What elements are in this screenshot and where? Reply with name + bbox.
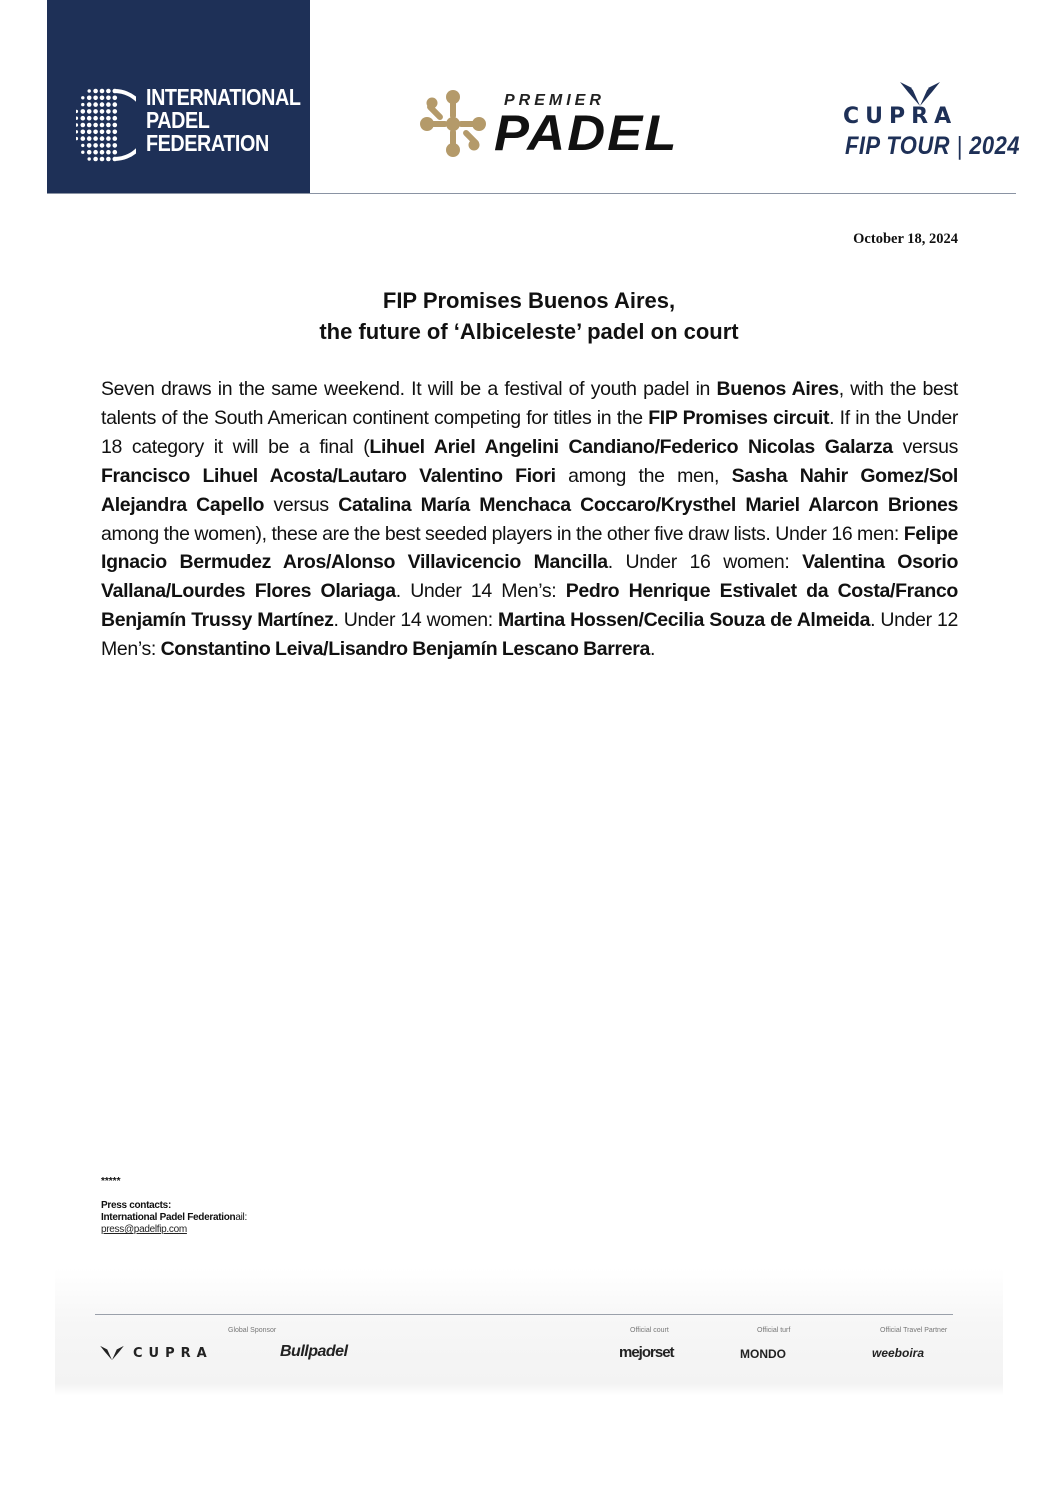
ipf-line-3: FEDERATION bbox=[146, 130, 269, 156]
body-emphasis: Valentina Osorio Vallana/Lourdes Flores Olariaga bbox=[101, 551, 959, 603]
header-divider bbox=[47, 193, 1016, 194]
tour-year: 2024 bbox=[969, 132, 1020, 160]
caption-travel-partner: Official Travel Partner bbox=[880, 1327, 948, 1334]
sponsor-weeboira-logo: weeboira bbox=[872, 1346, 925, 1360]
section-separator: ***** bbox=[101, 1176, 121, 1187]
press-org-suffix: ail: bbox=[235, 1212, 247, 1223]
body-text: . Under 14 women: bbox=[333, 609, 499, 632]
body-text: among the men, bbox=[555, 464, 732, 487]
body-text: versus bbox=[892, 435, 958, 458]
body-text: Seven draws in the same weekend. It will be a festival of youth padel in bbox=[101, 378, 717, 400]
sponsor-cupra-name: CUPRA bbox=[133, 1345, 213, 1361]
fip-tour-label: FIP TOUR | 2024 bbox=[845, 132, 1020, 160]
title-line-1: FIP Promises Buenos Aires, bbox=[382, 288, 676, 313]
cupra-emblem-icon bbox=[99, 1344, 125, 1362]
caption-global-sponsor: Global Sponsor bbox=[228, 1327, 277, 1334]
premier-label: PREMIER bbox=[504, 92, 605, 109]
body-text: . Under 14 Men’s: bbox=[395, 580, 566, 603]
body-text: . If in the Under 18 category it will be a final ( bbox=[101, 406, 958, 458]
cupra-fip-tour-logo bbox=[842, 78, 1020, 163]
body-emphasis: Francisco Lihuel Acosta/Lautaro Valentino Fiori bbox=[101, 464, 556, 487]
press-contacts bbox=[101, 1200, 247, 1236]
body-text: among the women), these are the best seeded players in the other five draw lists. Under 16 men: bbox=[101, 522, 904, 545]
title-line-2: the future of ‘Albiceleste’ padel on court bbox=[319, 319, 739, 344]
body-text: versus bbox=[264, 493, 339, 516]
caption-official-turf: Official turf bbox=[757, 1327, 791, 1334]
body-text: . Under 12 Men’s: bbox=[101, 609, 958, 661]
sponsor-footer bbox=[55, 1268, 1003, 1396]
padel-ball-dots-icon bbox=[76, 85, 136, 165]
ipf-wordmark bbox=[146, 86, 300, 155]
caption-official-court: Official court bbox=[630, 1327, 669, 1334]
body-emphasis: Martina Hossen/Cecilia Souza de Almeida bbox=[498, 609, 871, 632]
body-emphasis: Buenos Aires bbox=[716, 378, 839, 400]
body-emphasis: Lihuel Ariel Angelini Candiano/Federico Nicolas Galarza bbox=[369, 435, 893, 458]
press-org-line bbox=[101, 1212, 247, 1224]
article-body bbox=[101, 375, 958, 664]
ipf-logo bbox=[76, 84, 301, 165]
sponsor-bullpadel-logo: Bullpadel bbox=[280, 1343, 348, 1360]
body-text: . bbox=[650, 638, 656, 661]
footer-divider bbox=[95, 1314, 953, 1315]
tour-name: FIP TOUR bbox=[845, 132, 950, 160]
body-emphasis: Pedro Henrique Estivalet da Costa/Franco Benjamín Trussy Martínez bbox=[101, 580, 958, 632]
page-title bbox=[0, 285, 1058, 347]
sponsor-mejorset-logo: mejorset bbox=[619, 1344, 674, 1361]
press-release-date: October 18, 2024 bbox=[853, 231, 958, 247]
press-email-link[interactable]: press@padelfip.com bbox=[101, 1224, 187, 1235]
padel-label: PADEL bbox=[494, 105, 679, 161]
ipf-line-1: INTERNATIONAL bbox=[146, 84, 301, 110]
body-text: , with the best talents of the South American continent competing for titles in the bbox=[101, 378, 958, 429]
body-emphasis: FIP Promises circuit bbox=[648, 406, 830, 429]
ipf-line-2: PADEL bbox=[146, 107, 210, 133]
press-email-line bbox=[101, 1224, 247, 1236]
cupra-wordmark: CUPRA bbox=[843, 104, 958, 129]
press-org: International Padel Federation bbox=[101, 1212, 236, 1223]
press-heading: Press contacts: bbox=[101, 1200, 171, 1211]
sponsor-cupra-logo bbox=[99, 1344, 213, 1362]
padel-flower-icon bbox=[418, 88, 488, 160]
body-emphasis: Sasha Nahir Gomez/Sol Alejandra Capello bbox=[101, 464, 958, 516]
sponsor-mondo-logo: MONDO bbox=[740, 1347, 786, 1361]
body-emphasis: Felipe Ignacio Bermudez Aros/Alonso Villavicencio Mancilla bbox=[101, 522, 958, 574]
body-emphasis: Constantino Leiva/Lisandro Benjamín Lescano Barrera bbox=[160, 638, 651, 661]
body-text: . Under 16 women: bbox=[607, 551, 803, 574]
body-emphasis: Catalina María Menchaca Coccaro/Krysthel Mariel Alarcon Briones bbox=[338, 493, 959, 516]
premier-padel-logo bbox=[418, 88, 718, 163]
